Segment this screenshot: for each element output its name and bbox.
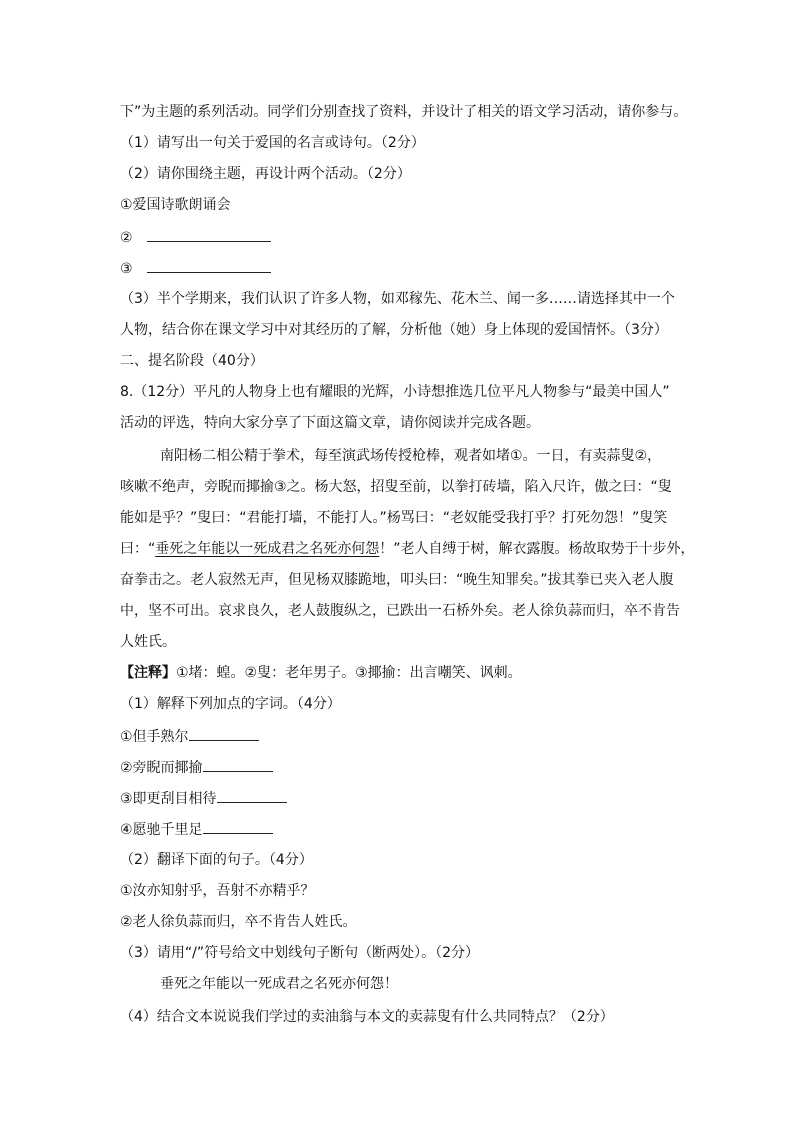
word-1: ①但手熟尔	[120, 729, 189, 745]
sub-question-1: （1）解释下列加点的字词。（4分）	[120, 696, 341, 712]
word-4-row	[120, 819, 273, 840]
question-8-line2: 活动的评选，特向大家分享了下面这篇文章，请你阅读并完成各题。	[120, 415, 540, 431]
question-1: （1）请写出一句关于爱国的名言或诗句。（2分）	[120, 135, 425, 151]
passage-line-3: 能如是乎？”叟曰：“君能打墙，不能打人。”杨骂曰：“老奴能受我打乎？打死勿怨！”叟笑	[120, 510, 668, 526]
word-3-blank[interactable]	[217, 788, 287, 803]
passage-line-4	[120, 539, 695, 559]
activity-3-label: ③	[120, 261, 133, 277]
passage-line-4-post: ！”老人自缚于树，解衣露腹。杨故取势于十步外，	[379, 541, 695, 557]
passage-line-4-pre: 曰：“	[120, 541, 156, 557]
passage-line-7: 人姓氏。	[120, 634, 176, 650]
word-4: ④愿驰千里足	[120, 822, 203, 838]
question-2: （2）请你围绕主题，再设计两个活动。（2分）	[120, 166, 411, 182]
word-3-row	[120, 788, 287, 809]
notes-row	[120, 663, 522, 683]
activity-1: ①爱国诗歌朗诵会	[120, 197, 231, 213]
intro-line: 下”为主题的系列活动。同学们分别查找了资料，并设计了相关的语文学习活动，请你参与。	[120, 104, 688, 120]
passage-line-6: 中，坚不可出。哀求良久，老人鼓腹纵之，已跌出一石桥外矣。老人徐负蒜而归，卒不肯告	[120, 603, 680, 619]
activity-2-row	[120, 227, 271, 248]
sub-question-2: （2）翻译下面的句子。（4分）	[120, 852, 313, 868]
translate-1: ①汝亦知射乎，吾射不亦精乎？	[120, 883, 315, 899]
passage-line-1: 南阳杨二相公精于拳术，每至演武场传授枪棒，观者如堵①。一日，有卖蒜叟②，	[160, 448, 662, 464]
activity-3-row	[120, 258, 271, 279]
passage-line-2: 咳嗽不绝声，旁睨而揶揄③之。杨大怒，招叟至前，以拳打砖墙，陷入尺许，傲之曰：“叟	[120, 479, 672, 495]
question-8-line1: 8.（12分）平凡的人物身上也有耀眼的光辉，小诗想推选几位平凡人物参与“最美中国人”	[120, 384, 670, 400]
word-2: ②旁睨而揶揄	[120, 760, 203, 776]
notes-text: ①堵：蝗。②叟：老年男子。③揶揄：出言嘲笑、讽刺。	[176, 665, 522, 681]
word-2-row	[120, 757, 273, 778]
section-two-heading: 二、提名阶段（40分）	[120, 353, 264, 369]
sub-question-3: （3）请用“/”符号给文中划线句子断句（断两处）。（2分）	[120, 945, 480, 961]
translate-2: ②老人徐负蒜而归，卒不肯告人姓氏。	[120, 914, 357, 930]
sub-question-3-sentence: 垂死之年能以一死成君之名死亦何怨！	[160, 976, 398, 992]
underlined-sentence: 垂死之年能以一死成君之名死亦何怨	[155, 541, 380, 557]
sub-question-4: （4）结合文本说说我们学过的卖油翁与本文的卖蒜叟有什么共同特点？（2分）	[120, 1009, 614, 1025]
word-1-blank[interactable]	[189, 726, 259, 741]
activity-2-label: ②	[120, 230, 133, 246]
notes-label: 【注释】	[120, 665, 176, 681]
question-3-line2: 人物，结合你在课文学习中对其经历的了解，分析他（她）身上体现的爱国情怀。（3分）	[120, 322, 668, 338]
word-1-row	[120, 726, 259, 747]
activity-3-blank[interactable]	[147, 258, 271, 273]
passage-line-5: 奋拳击之。老人寂然无声，但见杨双膝跪地，叩头曰：“晚生知罪矣。”拔其拳已夹入老人腹	[120, 572, 674, 588]
word-4-blank[interactable]	[203, 819, 273, 834]
question-3-line1: （3）半个学期来，我们认识了许多人物，如邓稼先、花木兰、闻一多……请选择其中一个	[120, 291, 675, 307]
word-2-blank[interactable]	[203, 757, 273, 772]
activity-2-blank[interactable]	[147, 227, 271, 242]
word-3: ③即更刮目相待	[120, 791, 217, 807]
